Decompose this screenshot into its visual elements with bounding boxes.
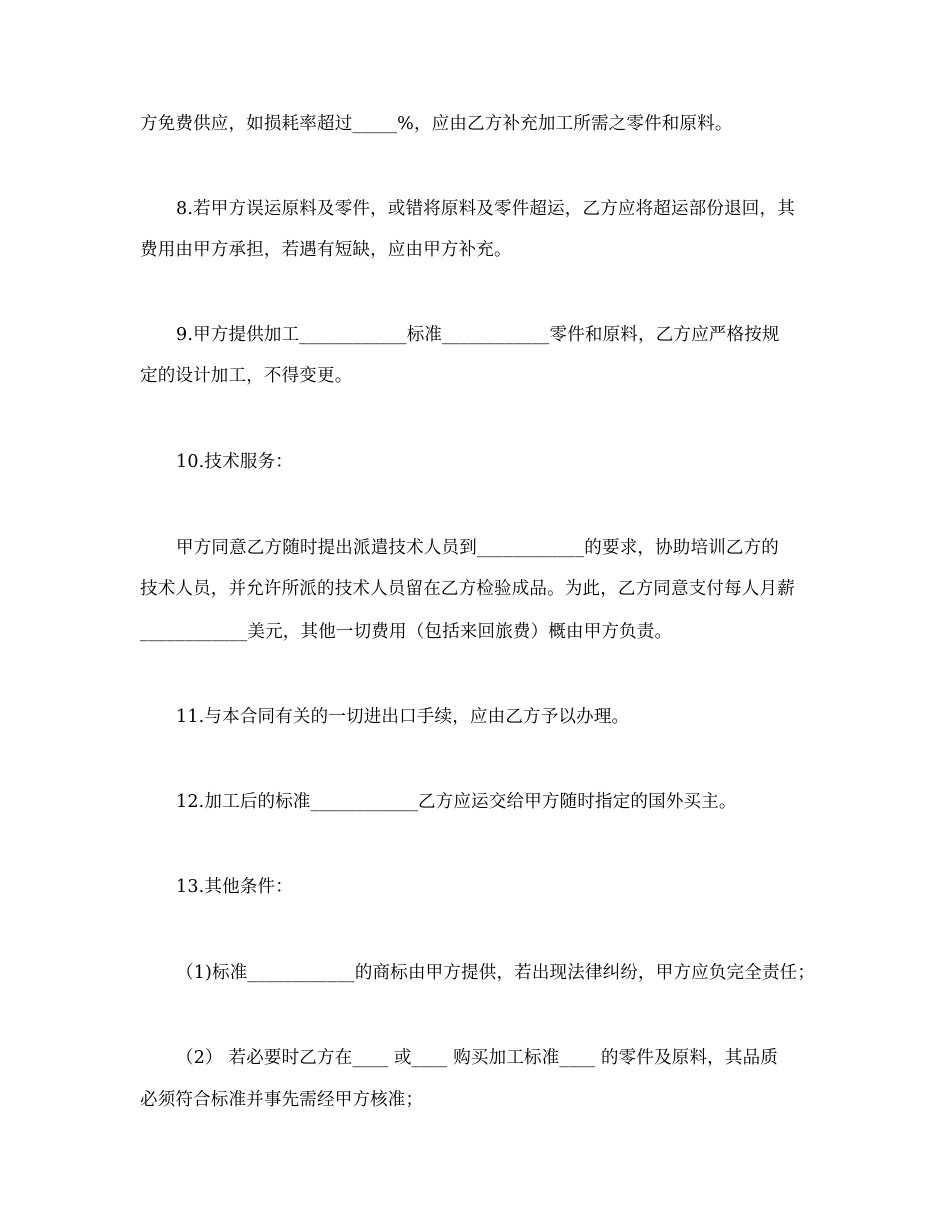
clause-9-line-1: 9.甲方提供加工____________标准____________零件和原料，乙方应严格按规 <box>176 325 780 345</box>
clause-13-heading: 13.其他条件： <box>176 877 293 897</box>
clause-13-item-1: （1)标准____________的商标由甲方提供，若出现法律纠纷，甲方应负完全责任； <box>176 963 816 983</box>
clause-8-line-1: 8.若甲方误运原料及零件，或错将原料及零件超运，乙方应将超运部份退回，其 <box>176 199 795 219</box>
clause-13-item-2-line-2: 必须符合标准并事先需经甲方核准； <box>140 1090 424 1110</box>
clause-12-line: 12.加工后的标准____________乙方应运交给甲方随时指定的国外买主。 <box>176 792 737 812</box>
clause-11-line: 11.与本合同有关的一切进出口手续，应由乙方予以办理。 <box>176 707 630 727</box>
clause-9-line-2: 定的设计加工，不得变更。 <box>140 366 353 386</box>
clause-10-line-2: 技术人员，并允许所派的技术人员留在乙方检验成品。为此，乙方同意支付每人月薪 <box>140 579 795 599</box>
clause-10-line-1: 甲方同意乙方随时提出派遣技术人员到____________的要求，协助培训乙方的 <box>176 538 779 558</box>
clause-8-line-2: 费用由甲方承担，若遇有短缺，应由甲方补充。 <box>140 240 512 260</box>
clause-13-item-2-line-1: （2） 若必要时乙方在____ 或____ 购买加工标准____ 的零件及原料，其品质 <box>176 1048 778 1068</box>
paragraph-line: 方免费供应，如损耗率超过_____%，应由乙方补充加工所需之零件和原料。 <box>140 114 733 134</box>
clause-10-heading: 10.技术服务： <box>176 452 293 472</box>
clause-10-line-3: ____________美元，其他一切费用（包括来回旅费）概由甲方负责。 <box>140 622 673 642</box>
